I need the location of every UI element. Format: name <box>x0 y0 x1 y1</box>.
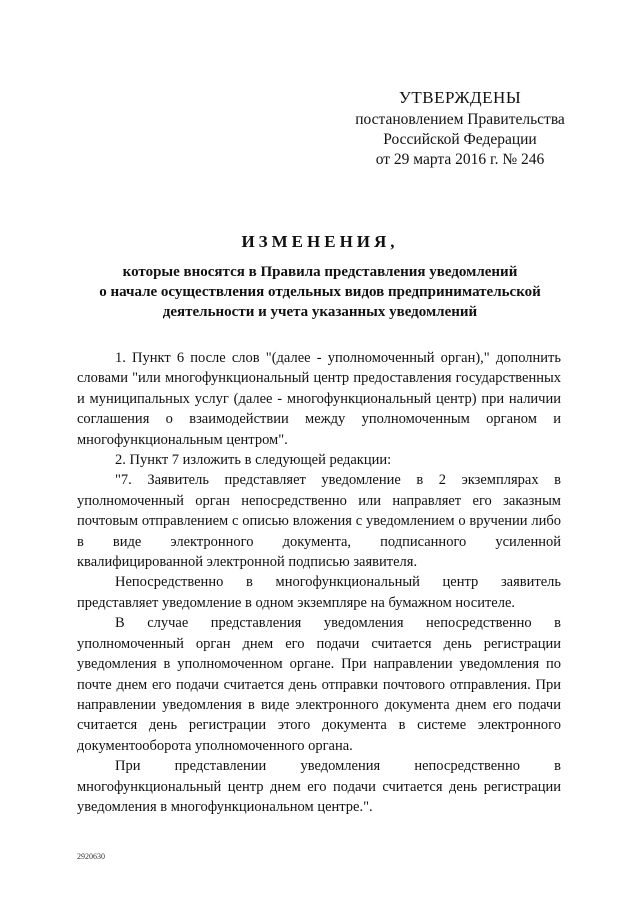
heading-line-3: деятельности и учета указанных уведомлений <box>162 304 478 320</box>
document-body <box>77 348 561 817</box>
paragraph: При представлении уведомления непосредственно в многофункциональный центр днем его подачи считается день регистрации уведомления в многофункциональном центре.". <box>77 758 561 815</box>
approval-line-1: постановлением Правительства <box>355 111 565 128</box>
paragraph: В случае представления уведомления непосредственно в уполномоченный орган днем его подачи считается день регистрации уведомления в уполномоченном органе. При направлении уведомления по почте днем его подачи считается день отправки почтового отправления. При направлении уведомления в виде электронного документа днем его подачи считается день регистрации этого документа в системе электронного документооборота уполномоченного органа. <box>77 615 561 754</box>
paragraph: Непосредственно в многофункциональный центр заявитель представляет уведомление в одном экземпляре на бумажном носителе. <box>77 574 561 611</box>
heading-line-1: которые вносятся в Правила представления уведомлений <box>122 264 518 280</box>
heading-title: ИЗМЕНЕНИЯ, <box>241 232 399 251</box>
paragraph: 2. Пункт 7 изложить в следующей редакции: <box>115 452 392 469</box>
document-code: 2920630 <box>77 852 105 861</box>
paragraph: 1. Пункт 6 после слов "(далее - уполномоченный орган)," дополнить словами "или многофункциональный центр предоставления государственных и муниципальных услуг (далее - многофункциональный центр) при наличии соглашения о взаимодействии между уполномоченным органом и многофункциональным центром". <box>77 350 561 448</box>
heading-line-2: о начале осуществления отдельных видов предпринимательской <box>99 284 541 300</box>
approval-title: УТВЕРЖДЕНЫ <box>398 88 522 107</box>
approval-block <box>330 88 590 170</box>
paragraph: "7. Заявитель представляет уведомление в 2 экземплярах в уполномоченный орган непосредственно или направляет его заказным почтовым отправлением с описью вложения с уведомлением о вручении либо в виде электронного документа, подписанного усиленной квалифицированной электронной подписью заявителя. <box>77 472 561 571</box>
approval-line-3: от 29 марта 2016 г. № 246 <box>375 151 545 168</box>
document-heading <box>80 232 560 322</box>
approval-line-2: Российской Федерации <box>383 131 537 148</box>
